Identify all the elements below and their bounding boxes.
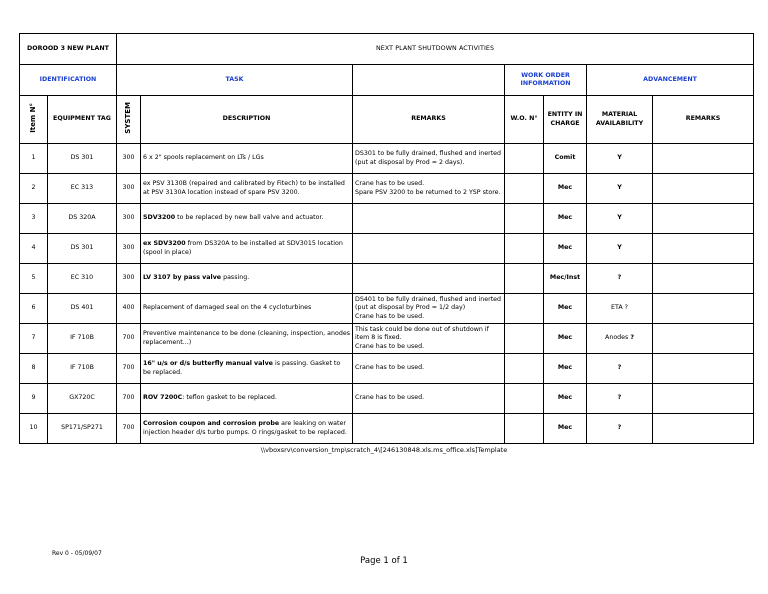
- system-code: 700: [122, 364, 135, 372]
- item-number: 1: [31, 154, 36, 162]
- entity-in-charge: Mec: [557, 304, 573, 312]
- table-row: [20, 144, 754, 174]
- item-number-cell: [20, 204, 48, 234]
- remarks2-cell: [653, 144, 754, 174]
- entity-in-charge: Mec: [557, 214, 573, 222]
- equipment-tag: DS 320A: [68, 214, 96, 222]
- page-title: NEXT PLANT SHUTDOWN ACTIVITIES: [117, 34, 754, 65]
- col-item-label: Item N°: [29, 102, 38, 133]
- remarks2-cell: [653, 234, 754, 264]
- entity-cell: [544, 294, 587, 324]
- item-number: 5: [31, 274, 36, 282]
- entity-cell: [544, 204, 587, 234]
- description-bold: LV 3107 by pass valve: [143, 274, 222, 282]
- wo-number-cell: [505, 264, 544, 294]
- description-bold: SDV3200: [143, 214, 176, 222]
- material-cell: [587, 384, 653, 414]
- equipment-tag: EC 310: [70, 274, 94, 282]
- col-system-label: SYSTEM: [124, 101, 133, 134]
- table-row: [20, 264, 754, 294]
- remark-line: Crane has to be used.: [355, 180, 425, 187]
- remarks2-cell: [653, 354, 754, 384]
- description-text: Replacement of damaged seal on the 4 cycloturbines: [143, 304, 312, 312]
- table-row: [20, 174, 754, 204]
- description-cell: [141, 384, 353, 414]
- material-availability: Y: [617, 184, 622, 192]
- entity-cell: [544, 354, 587, 384]
- equipment-tag-cell: [48, 384, 117, 414]
- equipment-tag-cell: [48, 294, 117, 324]
- material-availability: ?: [617, 424, 622, 432]
- description-text: Preventive maintenance to be done (cleaning, inspection, anodes replacement...): [143, 330, 350, 346]
- remarks2-cell: [653, 294, 754, 324]
- description-cell: [141, 354, 353, 384]
- system-cell: [117, 144, 141, 174]
- system-code: 300: [122, 244, 135, 252]
- remarks-cell: [353, 264, 505, 294]
- description-cell: [141, 264, 353, 294]
- material-availability: Anodes: [605, 334, 631, 342]
- table-row: [20, 384, 754, 414]
- file-path: \\vboxsrv\conversion_tmp\scratch_4\[246130848.xls.ms_office.xls]Template: [260, 446, 508, 454]
- equipment-tag-cell: [48, 354, 117, 384]
- entity-in-charge: Mec/Inst: [549, 274, 581, 282]
- system-cell: [117, 204, 141, 234]
- table-body: [20, 144, 754, 444]
- table-row: [20, 234, 754, 264]
- description-text: is passing. Gasket to be replaced.: [143, 360, 341, 376]
- system-code: 700: [122, 424, 135, 432]
- equipment-tag: IF 710B: [70, 364, 94, 372]
- description-text: to be replaced by new ball valve and actuator.: [175, 214, 324, 222]
- system-cell: [117, 234, 141, 264]
- remark-line: Crane has to be used.: [355, 312, 425, 320]
- entity-cell: [544, 144, 587, 174]
- material-availability: ?: [617, 394, 622, 402]
- description-cell: [141, 414, 353, 444]
- description-cell: [141, 144, 353, 174]
- description-bold: 16" u/s or d/s butterfly manual valve: [143, 360, 273, 367]
- material-availability: Y: [617, 244, 622, 252]
- material-cell: [587, 264, 653, 294]
- equipment-tag-cell: [48, 414, 117, 444]
- material-flag: ?: [630, 334, 634, 342]
- description-text: ex PSV 3130B (repaired and calibrated by Fitech) to be installed at PSV 3130A location instead of spare PSV 3200.: [143, 180, 345, 196]
- table-row: [20, 324, 754, 354]
- plant-name: DOROOD 3 NEW PLANT: [20, 34, 117, 65]
- system-cell: [117, 174, 141, 204]
- description-bold: ROV 7200C: [143, 394, 183, 402]
- system-code: 700: [122, 334, 135, 342]
- group-blank: [353, 65, 505, 96]
- item-number-cell: [20, 354, 48, 384]
- description-cell: [141, 324, 353, 354]
- material-availability: ?: [617, 364, 622, 372]
- material-availability: Y: [617, 214, 622, 222]
- group-header-row: [20, 65, 754, 96]
- group-work-order: WORK ORDER INFORMATION: [505, 65, 587, 96]
- wo-number-cell: [505, 234, 544, 264]
- equipment-tag-cell: [48, 144, 117, 174]
- item-number: 2: [31, 184, 36, 192]
- entity-in-charge: Comit: [554, 154, 576, 162]
- system-cell: [117, 414, 141, 444]
- item-number: 7: [31, 334, 36, 342]
- description-text: passing.: [221, 274, 250, 282]
- group-task: TASK: [117, 65, 353, 96]
- wo-number-cell: [505, 354, 544, 384]
- wo-number-cell: [505, 144, 544, 174]
- table-row: [20, 414, 754, 444]
- equipment-tag-cell: [48, 234, 117, 264]
- item-number: 4: [31, 244, 36, 252]
- description-text: from DS320A to be installed at SDV3015 location (spool in place): [143, 240, 343, 256]
- remark-line: Crane has to be used.: [355, 342, 425, 350]
- description-cell: [141, 204, 353, 234]
- remarks-cell: [353, 294, 505, 324]
- remark-line: DS401 to be fully drained, flushed and inerted (put at disposal by Prod = 1/2 day): [355, 295, 502, 312]
- equipment-tag: IF 710B: [70, 334, 94, 342]
- system-cell: [117, 384, 141, 414]
- entity-cell: [544, 384, 587, 414]
- material-cell: [587, 354, 653, 384]
- group-advancement: ADVANCEMENT: [587, 65, 754, 96]
- col-remarks: REMARKS: [353, 96, 505, 144]
- remarks-cell: [353, 414, 505, 444]
- entity-in-charge: Mec: [557, 394, 573, 402]
- item-number: 6: [31, 304, 36, 312]
- wo-number-cell: [505, 294, 544, 324]
- remarks-cell: [353, 174, 505, 204]
- group-identification: IDENTIFICATION: [20, 65, 117, 96]
- remarks-cell: [353, 324, 505, 354]
- system-code: 700: [122, 394, 135, 402]
- remarks2-cell: [653, 324, 754, 354]
- system-cell: [117, 264, 141, 294]
- description-text: 6 x 2" spools replacement on LTs / LGs: [143, 154, 264, 162]
- remarks2-cell: [653, 204, 754, 234]
- entity-cell: [544, 414, 587, 444]
- col-description: DESCRIPTION: [141, 96, 353, 144]
- item-number: 9: [31, 394, 36, 402]
- wo-number-cell: [505, 414, 544, 444]
- system-code: 300: [122, 214, 135, 222]
- material-cell: [587, 324, 653, 354]
- material-cell: [587, 204, 653, 234]
- item-number: 10: [29, 424, 38, 432]
- item-number-cell: [20, 324, 48, 354]
- entity-cell: [544, 324, 587, 354]
- remarks-cell: [353, 144, 505, 174]
- equipment-tag-cell: [48, 174, 117, 204]
- column-header-row: [20, 96, 754, 144]
- wo-number-cell: [505, 204, 544, 234]
- col-equipment-tag: EQUIPMENT TAG: [48, 96, 117, 144]
- remarks2-cell: [653, 414, 754, 444]
- entity-cell: [544, 234, 587, 264]
- entity-in-charge: Mec: [557, 334, 573, 342]
- col-material: MATERIAL AVAILABILITY: [587, 96, 653, 144]
- system-cell: [117, 294, 141, 324]
- item-number: 8: [31, 364, 36, 372]
- page-number: Page 1 of 1: [360, 556, 408, 566]
- item-number-cell: [20, 414, 48, 444]
- material-cell: [587, 144, 653, 174]
- item-number-cell: [20, 174, 48, 204]
- description-bold: Corrosion coupon and corrosion probe: [143, 420, 280, 427]
- description-text: are leaking on water injection header d/s turbo pumps. O rings/gasket to be replaced.: [143, 420, 347, 436]
- material-cell: [587, 174, 653, 204]
- wo-number-cell: [505, 324, 544, 354]
- col-remarks-2: REMARKS: [653, 96, 754, 144]
- system-code: 300: [122, 184, 135, 192]
- entity-cell: [544, 264, 587, 294]
- material-availability: Y: [617, 154, 622, 162]
- shutdown-activities-table: [19, 33, 754, 444]
- remark-line: Crane has to be used.: [355, 364, 425, 372]
- entity-in-charge: Mec: [557, 244, 573, 252]
- col-entity: ENTITY IN CHARGE: [544, 96, 587, 144]
- item-number-cell: [20, 384, 48, 414]
- col-item: [20, 96, 48, 144]
- material-availability: ETA ?: [611, 304, 628, 312]
- equipment-tag-cell: [48, 204, 117, 234]
- remarks2-cell: [653, 174, 754, 204]
- item-number: 3: [31, 214, 36, 222]
- system-cell: [117, 354, 141, 384]
- description-bold: ex SDV3200: [143, 240, 186, 247]
- material-availability: ?: [617, 274, 622, 282]
- description-text: : teflon gasket to be replaced.: [182, 394, 277, 402]
- system-cell: [117, 324, 141, 354]
- remark-line: Spare PSV 3200 to be returned to 2 YSP store.: [355, 188, 501, 196]
- remarks-cell: [353, 384, 505, 414]
- entity-cell: [544, 174, 587, 204]
- remarks-cell: [353, 234, 505, 264]
- description-cell: [141, 294, 353, 324]
- remarks2-cell: [653, 264, 754, 294]
- revision-label: Rev 0 - 05/09/07: [52, 550, 102, 557]
- material-cell: [587, 414, 653, 444]
- remark-line: Crane has to be used.: [355, 394, 425, 402]
- col-system: [117, 96, 141, 144]
- remarks-cell: [353, 354, 505, 384]
- wo-number-cell: [505, 384, 544, 414]
- equipment-tag: DS 301: [70, 244, 94, 252]
- system-code: 300: [122, 154, 135, 162]
- material-cell: [587, 234, 653, 264]
- remark-line: DS301 to be fully drained, flushed and inerted (put at disposal by Prod = 2 days).: [355, 150, 502, 166]
- material-cell: [587, 294, 653, 324]
- entity-in-charge: Mec: [557, 424, 573, 432]
- table-row: [20, 354, 754, 384]
- title-row: [20, 34, 754, 65]
- entity-in-charge: Mec: [557, 184, 573, 192]
- system-code: 300: [122, 274, 135, 282]
- equipment-tag: DS 401: [70, 304, 94, 312]
- equipment-tag-cell: [48, 264, 117, 294]
- item-number-cell: [20, 294, 48, 324]
- item-number-cell: [20, 144, 48, 174]
- remarks-cell: [353, 204, 505, 234]
- table-row: [20, 204, 754, 234]
- equipment-tag: GX720C: [69, 394, 95, 402]
- equipment-tag: DS 301: [70, 154, 94, 162]
- wo-number-cell: [505, 174, 544, 204]
- item-number-cell: [20, 234, 48, 264]
- remark-line: This task could be done out of shutdown if item 8 is fixed.: [355, 325, 489, 342]
- equipment-tag: SP171/SP271: [61, 424, 103, 432]
- remarks2-cell: [653, 384, 754, 414]
- table-row: [20, 294, 754, 324]
- description-cell: [141, 234, 353, 264]
- item-number-cell: [20, 264, 48, 294]
- equipment-tag-cell: [48, 324, 117, 354]
- equipment-tag: EC 313: [70, 184, 94, 192]
- entity-in-charge: Mec: [557, 364, 573, 372]
- col-wo-number: W.O. N°: [505, 96, 544, 144]
- system-code: 400: [122, 304, 135, 312]
- description-cell: [141, 174, 353, 204]
